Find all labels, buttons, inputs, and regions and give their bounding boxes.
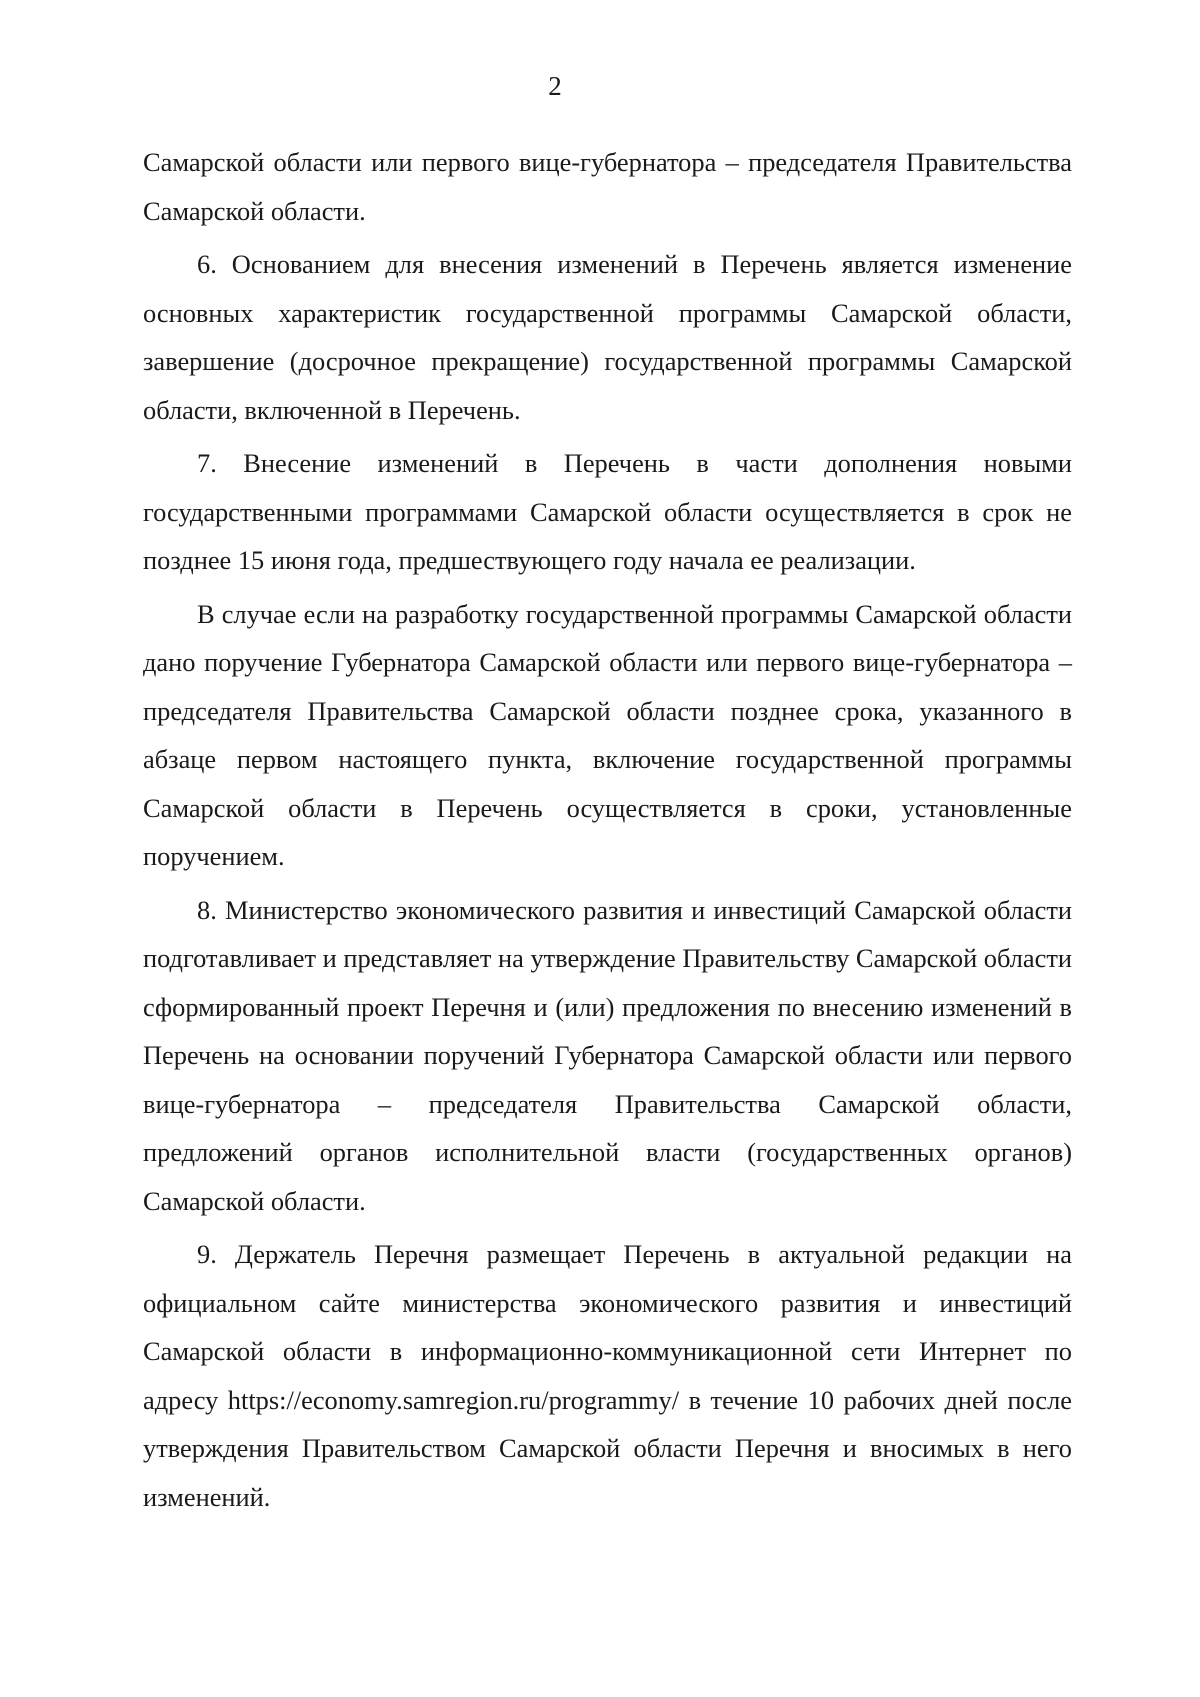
paragraph-item-7-case: В случае если на разработку государственной программы Самарской области дано поручение Губернатора Самарской области или первого вице-губернатора – председателя Правительства Самарской области позднее срока, указанного в абзаце первом настоящего пункта, включение государственной программы Самарской области в Перечень осуществляется в сроки, установленные поручением.: [143, 598, 1072, 871]
document-body: [143, 138, 1072, 1521]
page-number: 2: [548, 71, 562, 101]
paragraph-continuation: Самарской области или первого вице-губернатора – председателя Правительства Самарской области.: [143, 147, 1072, 226]
paragraph-item-8: 8. Министерство экономического развития и инвестиций Самарской области подготавливает и представляет на утверждение Правительству Самарской области сформированный проект Перечня и (или) предложения по внесению изменений в Перечень на основании поручений Губернатора Самарской области или первого вице-губернатора – председателя Правительства Самарской области, предложений органов исполнительной власти (государственных органов) Самарской области.: [143, 894, 1073, 1216]
paragraph-item-7: 7. Внесение изменений в Перечень в части дополнения новыми государственными программами Самарской области осуществляется в срок не позднее 15 июня года, предшествующего году начала ее реализации.: [143, 448, 1072, 575]
paragraph-item-9: 9. Держатель Перечня размещает Перечень в актуальной редакции на официальном сайте министерства экономического развития и инвестиций Самарской области в информационно-коммуникационной сети Интернет по адресу https://economy.samregion.ru/programmy/ в течение 10 рабочих дней после утверждения Правительством Самарской области Перечня и вносимых в него изменений.: [143, 1239, 1072, 1512]
paragraph-item-6: 6. Основанием для внесения изменений в Перечень является изменение основных характеристик государственной программы Самарской области, завершение (досрочное прекращение) государственной программы Самарской области, включенной в Перечень.: [143, 249, 1072, 425]
